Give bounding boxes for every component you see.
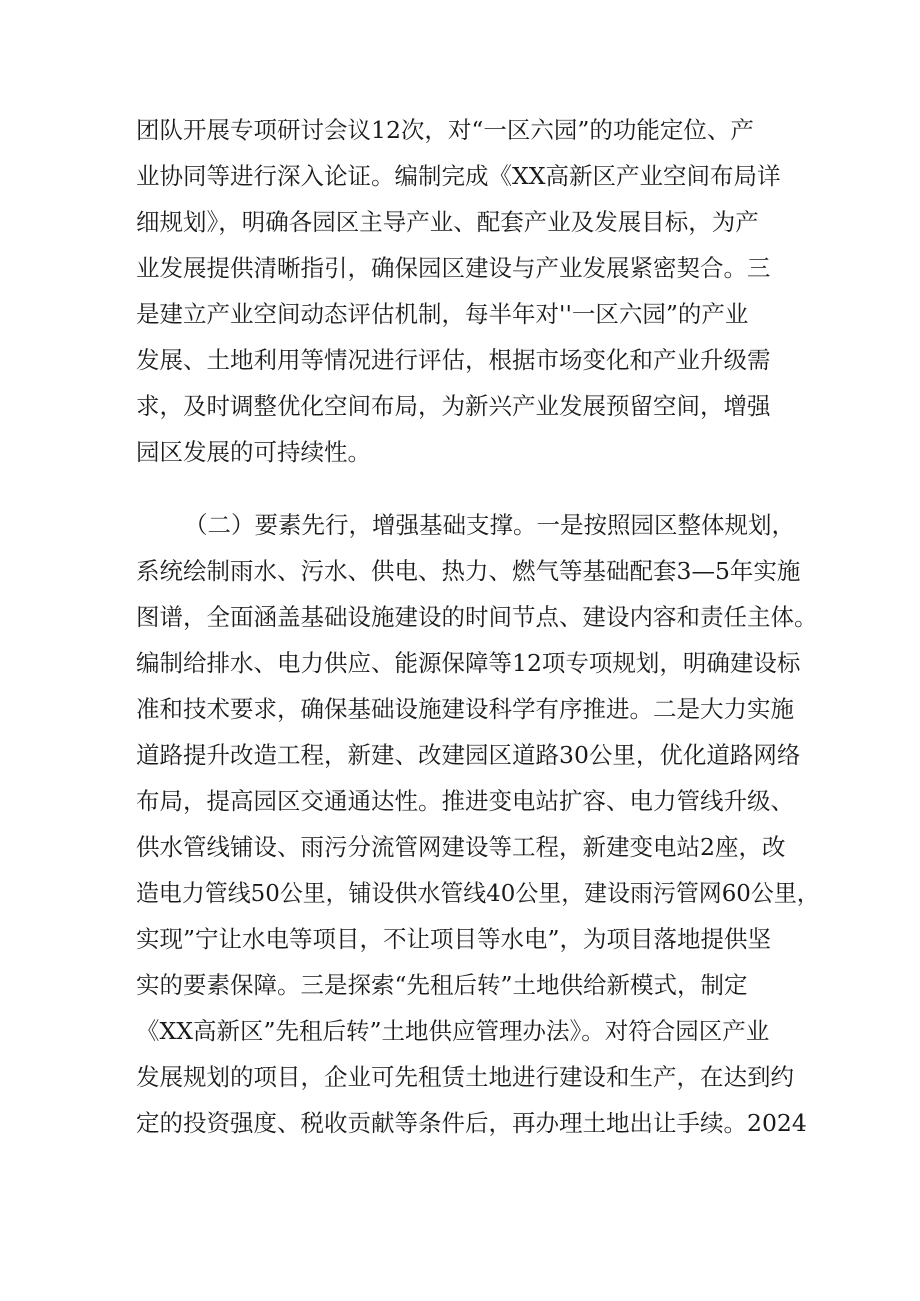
text-line-content: 布局，提高园区交通通达性。推进变电站扩容、电力管线升级、 [136, 787, 794, 815]
text-line [0, 870, 920, 916]
text-line [0, 245, 920, 291]
text-line-content: 系统绘制雨水、污水、供电、热力、燃气等基础配套3—5年实施 [136, 557, 801, 585]
text-line-content: 细规划》，明确各园区主导产业、配套产业及发展目标，为产 [136, 208, 759, 236]
text-line-content: 造电力管线50公里，铺设供水管线40公里，建设雨污管网60公里， [136, 879, 820, 907]
text-line [0, 594, 920, 640]
text-line-content: 《XX高新区”先租后转”土地供应管理办法》。对符合园区产业 [136, 1017, 770, 1045]
text-line-content: 发展、土地利用等情况进行评估，根据市场变化和产业升级需 [136, 346, 771, 374]
text-line [0, 153, 920, 199]
text-line [0, 686, 920, 732]
text-line [0, 429, 920, 475]
text-line-content: 业发展提供清晰指引，确保园区建设与产业发展紧密契合。三 [136, 254, 771, 282]
text-line-content: 道路提升改造工程，新建、改建园区道路30公里，优化道路网络 [136, 741, 801, 769]
text-line-content: 准和技术要求，确保基础设施建设科学有序推进。二是大力实施 [136, 695, 794, 723]
text-line [0, 962, 920, 1008]
text-line-content: 图谱，全面涵盖基础设施建设的时间节点、建设内容和责任主体。 [136, 603, 818, 631]
text-line-content: 实的要素保障。三是探索“先租后转”土地供给新模式，制定 [136, 971, 748, 999]
text-line [0, 383, 920, 429]
text-line [0, 1054, 920, 1100]
text-line [0, 337, 920, 383]
text-line [0, 1100, 920, 1146]
text-line-content: 团队开展专项研讨会议12次，对“一区六园”的功能定位、产 [136, 116, 754, 144]
text-line-content: 业协同等进行深入论证。编制完成《XX高新区产业空间布局详 [136, 162, 781, 190]
text-line [0, 291, 920, 337]
text-line [0, 502, 920, 548]
text-line-content: 是建立产业空间动态评估机制，每半年对''一区六园”的产业 [136, 300, 749, 328]
text-line-content: 园区发展的可持续性。 [136, 438, 371, 466]
text-line [0, 199, 920, 245]
text-line [0, 732, 920, 778]
text-line [0, 640, 920, 686]
section-heading-line: （二）要素先行，增强基础支撑。一是按照园区整体规划， [184, 511, 795, 539]
text-line-content: 实现”宁让水电等项目，不让项目等水电”，为项目落地提供坚 [136, 925, 772, 953]
text-line-content: 求，及时调整优化空间布局，为新兴产业发展预留空间，增强 [136, 392, 771, 420]
text-line [0, 107, 920, 153]
text-line-content: 发展规划的项目，企业可先租赁土地进行建设和生产，在达到约 [136, 1063, 794, 1091]
text-line-content: 定的投资强度、税收贡献等条件后，再办理土地出让手续。2024 [136, 1109, 807, 1137]
text-line-content: 供水管线铺设、雨污分流管网建设等工程，新建变电站2座，改 [136, 833, 786, 861]
text-line-content: 编制给排水、电力供应、能源保障等12项专项规划，明确建设标 [136, 649, 801, 677]
text-line [0, 824, 920, 870]
text-line [0, 916, 920, 962]
text-line [0, 1008, 920, 1054]
text-line [0, 778, 920, 824]
text-line [0, 548, 920, 594]
